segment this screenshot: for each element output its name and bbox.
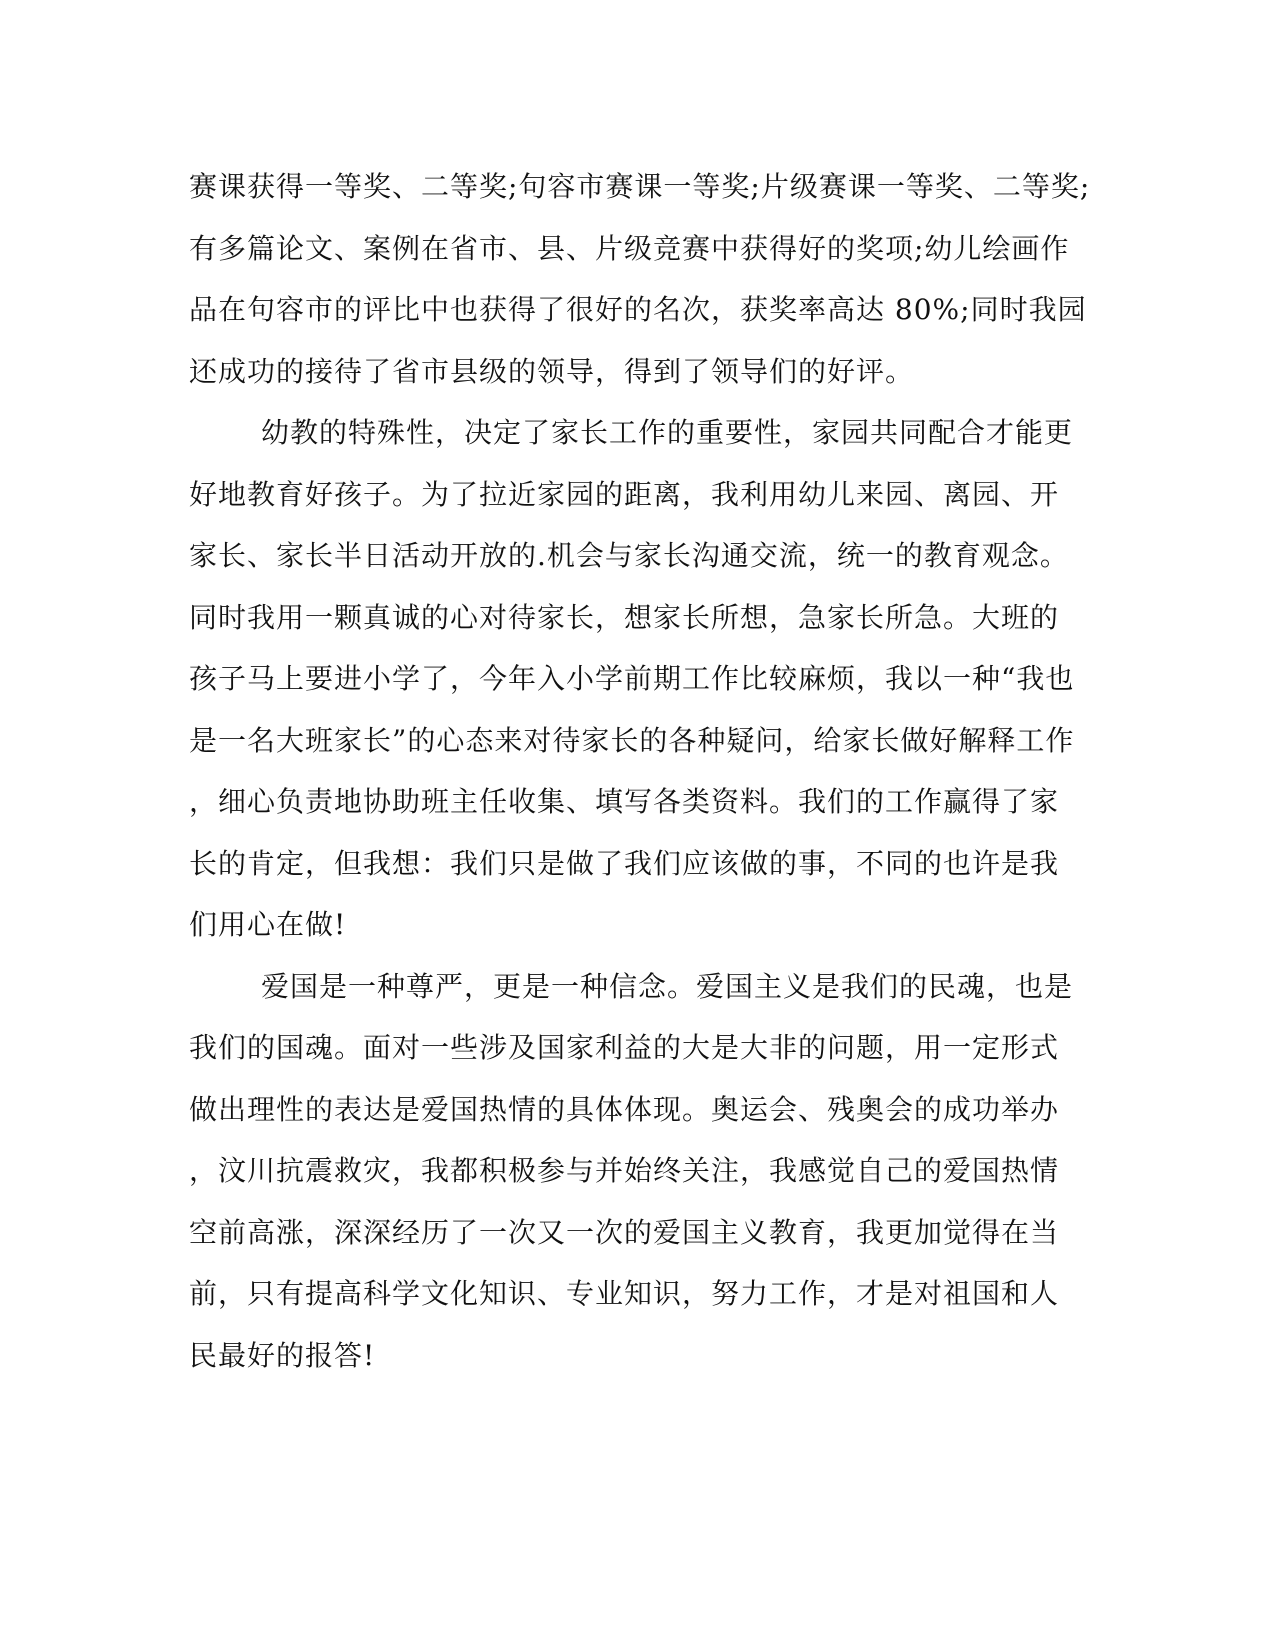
text-line: ，汶川抗震救灾，我都积极参与并始终关注，我感觉自己的爱国热情 [189, 1154, 1060, 1187]
paragraph-patriotism [189, 956, 1089, 1387]
text-line: 长的肯定，但我想：我们只是做了我们应该做的事，不同的也许是我 [189, 846, 1060, 880]
text-line: 还成功的接待了省市县级的领导，得到了领导们的好评。 [189, 354, 915, 388]
text-line: 有多篇论文、案例在省市、县、片级竞赛中获得好的奖项;幼儿绘画作 [189, 231, 1070, 265]
text-line: 幼教的特殊性，决定了家长工作的重要性，家园共同配合才能更 [261, 416, 1074, 449]
text-line: 家长、家长半日活动开放的.机会与家长沟通交流，统一的教育观念。 [189, 539, 1069, 572]
text-line: 前，只有提高科学文化知识、专业知识，努力工作，才是对祖国和人 [189, 1277, 1060, 1310]
paragraph-parent-work [189, 402, 1089, 956]
text-line: 赛课获得一等奖、二等奖;句容市赛课一等奖;片级赛课一等奖、二等奖; [189, 170, 1091, 203]
text-line: ，细心负责地协助班主任收集、填写各类资料。我们的工作赢得了家 [189, 785, 1060, 818]
text-line: 孩子马上要进小学了，今年入小学前期工作比较麻烦，我以一种“我也 [189, 662, 1075, 695]
paragraph-awards [189, 156, 1089, 402]
text-line: 爱国是一种尊严，更是一种信念。爱国主义是我们的民魂，也是 [261, 969, 1074, 1003]
text-line: 民最好的报答! [189, 1338, 376, 1372]
text-line: 是一名大班家长”的心态来对待家长的各种疑问，给家长做好解释工作 [189, 723, 1075, 757]
text-line: 同时我用一颗真诚的心对待家长，想家长所想，急家长所急。大班的 [189, 600, 1060, 634]
text-line: 品在句容市的评比中也获得了很好的名次，获奖率高达 80%;同时我园 [189, 293, 1087, 326]
text-line: 好地教育好孩子。为了拉近家园的距离，我利用幼儿来园、离园、开 [189, 477, 1060, 511]
text-line: 做出理性的表达是爱国热情的具体体现。奥运会、残奥会的成功举办 [189, 1092, 1060, 1126]
text-line: 我们的国魂。面对一些涉及国家利益的大是大非的问题，用一定形式 [189, 1031, 1060, 1064]
text-line: 空前高涨，深深经历了一次又一次的爱国主义教育，我更加觉得在当 [189, 1215, 1060, 1249]
document-body [189, 156, 1089, 1386]
text-line: 们用心在做! [189, 908, 347, 941]
